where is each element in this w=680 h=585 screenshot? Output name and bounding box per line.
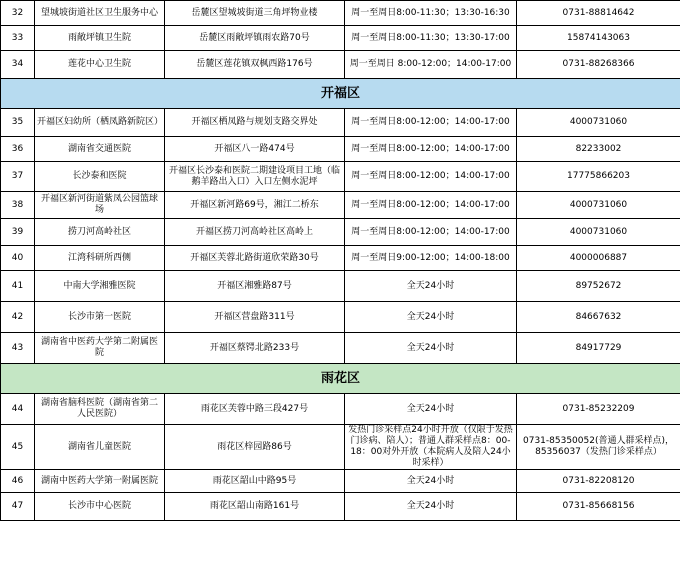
table-row: [1, 137, 680, 162]
cell-name: 长沙泰和医院: [35, 162, 165, 192]
cell-no: 36: [1, 137, 35, 162]
table-row: [1, 425, 680, 470]
cell-hours: 周一至周日8:00-12:00；14:00-17:00: [345, 109, 517, 137]
cell-name: 湖南省中医药大学第二附属医院: [35, 333, 165, 364]
table-row: [1, 394, 680, 425]
cell-hours: 周一至周日9:00-12:00；14:00-18:00: [345, 246, 517, 271]
cell-name: 望城坡街道社区卫生服务中心: [35, 1, 165, 26]
section-title: 雨花区: [1, 364, 680, 394]
cell-no: 45: [1, 425, 35, 470]
cell-name: 湖南省脑科医院（湖南省第二人民医院）: [35, 394, 165, 425]
cell-hours: 周一至周日8:00-12:00；14:00-17:00: [345, 219, 517, 246]
table-row: [1, 246, 680, 271]
cell-name: 江湾科研所西侧: [35, 246, 165, 271]
cell-phone: 4000731060: [517, 219, 680, 246]
table-row: [1, 51, 680, 79]
table-row: [1, 26, 680, 51]
cell-address: 开福区捞刀河高岭社区高岭上: [165, 219, 345, 246]
cell-hours: 全天24小时: [345, 302, 517, 333]
section-title: 开福区: [1, 79, 680, 109]
cell-no: 46: [1, 470, 35, 493]
cell-no: 35: [1, 109, 35, 137]
cell-phone: 17775866203: [517, 162, 680, 192]
cell-no: 39: [1, 219, 35, 246]
table-row: [1, 219, 680, 246]
cell-hours: 全天24小时: [345, 470, 517, 493]
table-row: [1, 109, 680, 137]
cell-hours: 周一至周日8:00-11:30；13:30-17:00: [345, 26, 517, 51]
cell-phone: 4000731060: [517, 109, 680, 137]
table-row: [1, 271, 680, 302]
cell-name: 雨敞坪镇卫生院: [35, 26, 165, 51]
cell-no: 44: [1, 394, 35, 425]
table-row: [1, 1, 680, 26]
cell-name: 长沙市第一医院: [35, 302, 165, 333]
cell-no: 38: [1, 192, 35, 219]
cell-name: 开福区妇幼所（栖凤路新院区）: [35, 109, 165, 137]
cell-hours: 全天24小时: [345, 493, 517, 521]
table-row: [1, 192, 680, 219]
cell-name: 湖南中医药大学第一附属医院: [35, 470, 165, 493]
cell-address: 开福区营盘路311号: [165, 302, 345, 333]
cell-address: 开福区八一路474号: [165, 137, 345, 162]
cell-name: 开福区新河街道紫凤公园篮球场: [35, 192, 165, 219]
cell-no: 47: [1, 493, 35, 521]
cell-hours: 周一至周日8:00-11:30；13:30-16:30: [345, 1, 517, 26]
cell-address: 开福区栖凤路与规划支路交界处: [165, 109, 345, 137]
cell-address: 雨花区韶山南路161号: [165, 493, 345, 521]
cell-phone: 0731-88268366: [517, 51, 680, 79]
cell-address: 开福区长沙泰和医院二期建设项目工地（临鹅羊路出入口）入口左侧水泥坪: [165, 162, 345, 192]
cell-phone: 89752672: [517, 271, 680, 302]
cell-phone: 84667632: [517, 302, 680, 333]
cell-no: 33: [1, 26, 35, 51]
cell-hours: 周一至周日8:00-12:00；14:00-17:00: [345, 162, 517, 192]
cell-address: 雨花区芙蓉中路三段427号: [165, 394, 345, 425]
cell-phone: 4000731060: [517, 192, 680, 219]
section-header: [1, 364, 680, 394]
cell-no: 37: [1, 162, 35, 192]
table-row: [1, 302, 680, 333]
cell-phone: 0731-85350052(普通人群采样点)，85356037（发热门诊采样点）: [517, 425, 680, 470]
cell-address: 岳麓区雨敞坪镇雨农路70号: [165, 26, 345, 51]
cell-no: 32: [1, 1, 35, 26]
cell-phone: 0731-82208120: [517, 470, 680, 493]
section-header: [1, 79, 680, 109]
cell-phone: 4000006887: [517, 246, 680, 271]
cell-phone: 0731-85232209: [517, 394, 680, 425]
cell-phone: 0731-85668156: [517, 493, 680, 521]
cell-address: 开福区芙蓉北路街道欣荣路30号: [165, 246, 345, 271]
cell-address: 开福区湘雅路87号: [165, 271, 345, 302]
cell-name: 湖南省儿童医院: [35, 425, 165, 470]
cell-no: 41: [1, 271, 35, 302]
cell-no: 34: [1, 51, 35, 79]
cell-address: 岳麓区莲花镇双枫西路176号: [165, 51, 345, 79]
table-row: [1, 493, 680, 521]
table-row: [1, 162, 680, 192]
cell-phone: 84917729: [517, 333, 680, 364]
cell-phone: 0731-88814642: [517, 1, 680, 26]
cell-address: 岳麓区望城坡街道三角坪物业楼: [165, 1, 345, 26]
cell-name: 中南大学湘雅医院: [35, 271, 165, 302]
cell-phone: 82233002: [517, 137, 680, 162]
cell-address: 开福区蔡锷北路233号: [165, 333, 345, 364]
cell-hours: 周一至周日8:00-12:00；14:00-17:00: [345, 137, 517, 162]
cell-name: 湖南省交通医院: [35, 137, 165, 162]
cell-no: 40: [1, 246, 35, 271]
cell-address: 雨花区韶山中路95号: [165, 470, 345, 493]
cell-hours: 全天24小时: [345, 333, 517, 364]
cell-hours: 全天24小时: [345, 271, 517, 302]
cell-no: 42: [1, 302, 35, 333]
cell-name: 捞刀河高岭社区: [35, 219, 165, 246]
cell-name: 莲花中心卫生院: [35, 51, 165, 79]
table-row: [1, 470, 680, 493]
cell-no: 43: [1, 333, 35, 364]
table-row: [1, 333, 680, 364]
cell-hours: 周一至周日8:00-12:00；14:00-17:00: [345, 192, 517, 219]
cell-hours: 发热门诊采样点24小时开放（仅限于发热门诊病、陪人）；普通人群采样点8：00-18：00对外开放（本院病人及陪人24小时采样）: [345, 425, 517, 470]
cell-hours: 全天24小时: [345, 394, 517, 425]
cell-hours: 周一至周日 8:00-12:00；14:00-17:00: [345, 51, 517, 79]
cell-address: 开福区新河路69号，湘江二桥东: [165, 192, 345, 219]
cell-phone: 15874143063: [517, 26, 680, 51]
cell-name: 长沙市中心医院: [35, 493, 165, 521]
cell-address: 雨花区梓园路86号: [165, 425, 345, 470]
